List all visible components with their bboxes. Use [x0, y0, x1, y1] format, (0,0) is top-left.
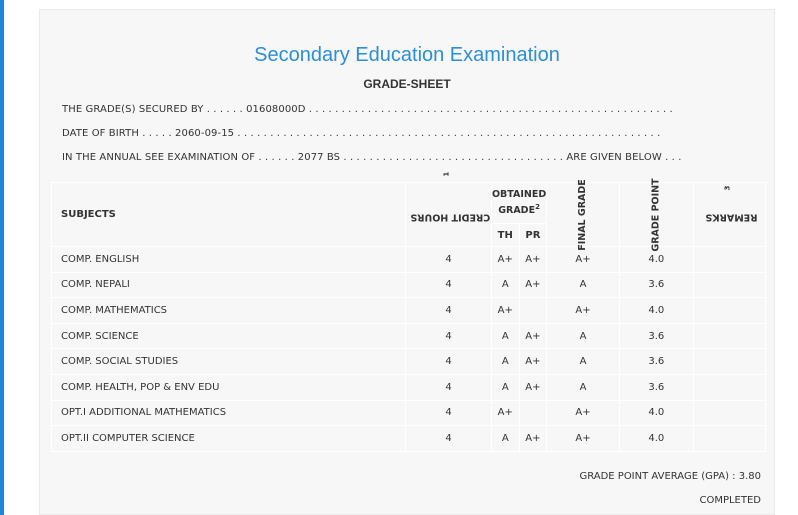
practical-grade-cell: A+	[519, 323, 547, 349]
table-row	[52, 272, 766, 298]
grade-point-cell: 3.6	[619, 349, 693, 375]
grade-sheet	[39, 9, 775, 515]
left-accent-bar	[0, 0, 4, 515]
remarks-cell	[693, 323, 765, 349]
credit-hours-cell: 4	[406, 400, 492, 426]
subject-cell: COMP. SCIENCE	[52, 323, 406, 349]
final-grade-cell: A+	[547, 298, 620, 324]
final-grade-cell: A+	[547, 247, 620, 273]
remarks-cell	[693, 400, 765, 426]
remarks-header: REMARKS$^3$	[693, 183, 765, 247]
subjects-header: SUBJECTS	[52, 183, 406, 247]
practical-grade-cell: A+	[519, 247, 547, 273]
credit-hours-cell: 4	[406, 298, 492, 324]
remarks-cell	[693, 374, 765, 400]
theory-grade-cell: A	[491, 374, 519, 400]
subject-cell: COMP. NEPALI	[52, 272, 406, 298]
final-grade-cell: A+	[547, 400, 620, 426]
credit-hours-cell: 4	[406, 349, 492, 375]
final-grade-cell: A	[547, 323, 620, 349]
practical-grade-cell	[519, 400, 547, 426]
grade-point-cell: 3.6	[619, 323, 693, 349]
grade-point-header: GRADE POINT	[619, 183, 693, 247]
practical-grade-cell: A+	[519, 272, 547, 298]
table-row	[52, 400, 766, 426]
subject-cell: COMP. SOCIAL STUDIES	[52, 349, 406, 375]
examination-line: IN THE ANNUAL SEE EXAMINATION OF . . . . . . 2077 BS . . . . . . . . . . . . . . . . . . . . . . . . . . . . . . . . . . ARE GIVEN BELOW . . .	[62, 152, 682, 163]
final-grade-header: FINAL GRADE	[547, 183, 620, 247]
final-grade-cell: A+	[547, 426, 620, 452]
th-header: TH	[491, 224, 519, 247]
credit-hours-cell: 4	[406, 272, 492, 298]
grade-point-cell: 4.0	[619, 426, 693, 452]
remarks-cell	[693, 426, 765, 452]
grade-point-cell: 4.0	[619, 400, 693, 426]
subject-cell: COMP. HEALTH, POP & ENV EDU	[52, 374, 406, 400]
subject-cell: COMP. ENGLISH	[52, 247, 406, 273]
credit-hours-cell: 4	[406, 426, 492, 452]
remarks-cell	[693, 298, 765, 324]
exam-title: Secondary Education Examination	[254, 44, 560, 66]
credit-hours-header: CREDIT HOURS$^1$	[406, 183, 492, 247]
final-grade-cell: A	[547, 272, 620, 298]
remarks-cell	[693, 247, 765, 273]
grade-point-cell: 3.6	[619, 374, 693, 400]
table-header-row	[52, 183, 766, 224]
table-row	[52, 323, 766, 349]
completion-status: COMPLETED	[699, 495, 761, 506]
theory-grade-cell: A	[491, 426, 519, 452]
credit-hours-cell: 4	[406, 374, 492, 400]
obtained-grade-header: OBTAINED GRADE$^2$	[491, 183, 546, 224]
subject-cell: OPT.II COMPUTER SCIENCE	[52, 426, 406, 452]
secured-by-line: THE GRADE(S) SECURED BY . . . . . . 01608000D . . . . . . . . . . . . . . . . . . . . . . . . . . . . . . . . . . . . . . . . . . . . . . . . . . . . . . . .	[62, 104, 673, 115]
remarks-cell	[693, 272, 765, 298]
final-grade-cell: A	[547, 349, 620, 375]
theory-grade-cell: A+	[491, 400, 519, 426]
theory-grade-cell: A	[491, 323, 519, 349]
theory-grade-cell: A	[491, 349, 519, 375]
grade-point-cell: 3.6	[619, 272, 693, 298]
remarks-cell	[693, 349, 765, 375]
practical-grade-cell	[519, 298, 547, 324]
grade-point-cell: 4.0	[619, 247, 693, 273]
practical-grade-cell: A+	[519, 374, 547, 400]
credit-hours-cell: 4	[406, 247, 492, 273]
table-row	[52, 298, 766, 324]
final-grade-cell: A	[547, 374, 620, 400]
grade-point-cell: 4.0	[619, 298, 693, 324]
table-row	[52, 426, 766, 452]
practical-grade-cell: A+	[519, 426, 547, 452]
practical-grade-cell: A+	[519, 349, 547, 375]
grades-table	[51, 172, 766, 452]
credit-hours-cell: 4	[406, 323, 492, 349]
theory-grade-cell: A	[491, 272, 519, 298]
pr-header: PR	[519, 224, 547, 247]
theory-grade-cell: A+	[491, 298, 519, 324]
grade-sheet-heading: GRADE-SHEET	[363, 77, 451, 91]
subject-cell: OPT.I ADDITIONAL MATHEMATICS	[52, 400, 406, 426]
date-of-birth-line: DATE OF BIRTH . . . . . 2060-09-15 . . . . . . . . . . . . . . . . . . . . . . . . . . . . . . . . . . . . . . . . . . . . . . . . . . . . . . . . . . . . . . . . .	[62, 128, 661, 139]
theory-grade-cell: A+	[491, 247, 519, 273]
table-row	[52, 374, 766, 400]
subject-cell: COMP. MATHEMATICS	[52, 298, 406, 324]
table-row	[52, 349, 766, 375]
gpa-summary: GRADE POINT AVERAGE (GPA) : 3.80	[579, 471, 761, 482]
